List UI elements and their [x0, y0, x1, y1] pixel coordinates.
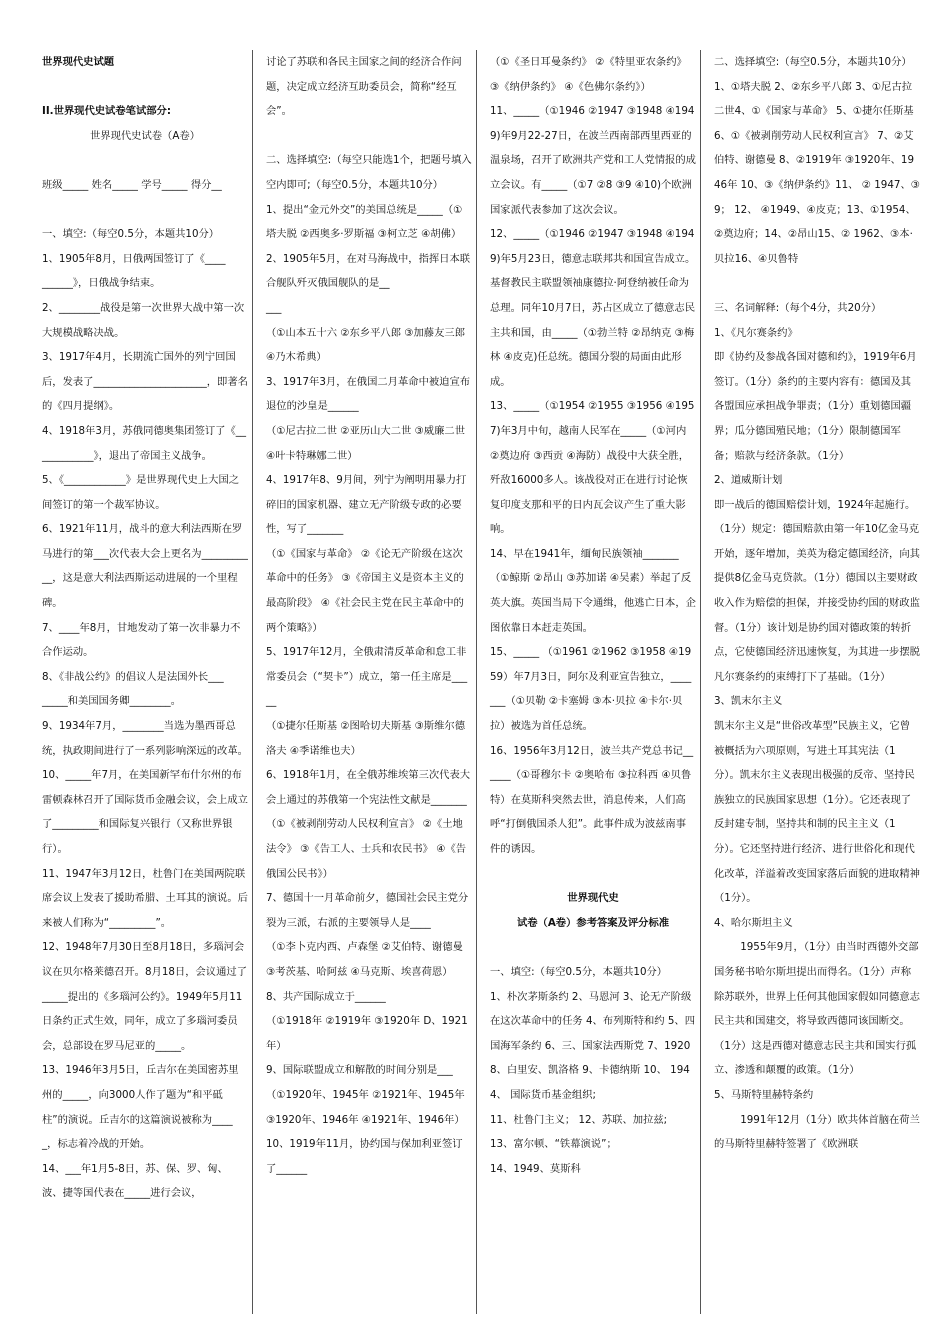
question-options: （①山本五十六 ②东乡平八郎 ③加藤友三郎 ④乃木希典）	[266, 326, 469, 364]
question-options: （①《圣日耳曼条约》 ②《特里亚农条约》 ③《纳伊条约》 ④《色佛尔条约》）	[490, 56, 691, 93]
question-item: 9、1934年7月，________当选为墨西哥总统，执政期间进行了一系列影响深远的改革。	[42, 720, 248, 757]
column-divider	[252, 50, 253, 1314]
student-info-line: 班级_____ 姓名_____ 学号_____ 得分__	[42, 178, 222, 191]
question-item: 5、1917年12月，全俄肃清反革命和怠工非常委员会（“契卡”）成立，第一任主席是_____	[266, 646, 468, 708]
term-heading: 3、凯末尔主义	[714, 695, 783, 708]
question-options: （①李卜克内西、卢森堡 ②艾伯特、谢德曼 ③考茨基、哈阿兹 ④马克斯、埃喜荷恩）	[266, 941, 467, 978]
column-2	[266, 50, 472, 1181]
question-item: 13、1946年3月5日，丘吉尔在美国密苏里州的_____，向3000人作了题为“和平砥柱”的演说。丘吉尔的这篇演说被称为_____，标志着冷战的开始。	[42, 1064, 239, 1151]
answer-item: 14、1949、莫斯科	[490, 1162, 581, 1175]
question-item: 3、1917年4月，长期流亡国外的列宁回国后，发表了______________________，即著名的《四月提纲》。	[42, 351, 248, 413]
question-options: （①捷尔任斯基 ②图哈切夫斯基 ③斯维尔德洛夫 ④季诺维也夫）	[266, 720, 465, 757]
exam-title: 世界现代史试卷（A卷）	[89, 129, 200, 142]
question-item: 8、《非战公约》的倡议人是法国外长___ _____和美国国务卿________。	[42, 670, 224, 708]
section-heading: 一、填空:（每空0.5分，本题共10分）	[42, 228, 220, 241]
question-item: 11、1947年3月12日，杜鲁门在美国两院联席会议上发表了援助希腊、土耳其的演说。后来被人们称为“_________”。	[42, 867, 248, 929]
section-heading: 三、名词解释:（每个4分，共20分）	[714, 301, 882, 314]
column-4	[714, 50, 920, 1157]
question-item: 2、________战役是第一次世界大战中第一次大规模战略决战。	[42, 301, 245, 339]
question-item: 3、1917年3月，在俄国二月革命中被迫宣布退位的沙皇是______	[266, 375, 471, 413]
question-options: （①《被剥削劳动人民权利宣言》 ②《土地法令》 ③《告工人、士兵和农民书》 ④《告俄国公民书》）	[266, 818, 467, 880]
term-heading: 4、哈尔斯坦主义	[714, 916, 793, 929]
term-definition: 1991年12月（1分）欧共体首脑在荷兰的马斯特里赫特签署了《欧洲联	[714, 1113, 920, 1151]
question-item: 6、1921年11月，战斗的意大利法西斯在罗马进行的第___次代表大会上更名为___________，这是意大利法西斯运动进展的一个里程碑。	[42, 523, 248, 610]
term-definition: 即《协约及参战各国对德和约》，1919年6月签订。（1分）条约的主要内容有：德国及其各盟国应承担战争罪责；（1分）重划德国疆界；瓜分德国殖民地；（1分）限制德国军备；赔款与经济条款。（1分）	[714, 351, 917, 462]
answer-key-title: 世界现代史	[567, 892, 619, 905]
answer-key-subtitle: 试卷（A卷）参考答案及评分标准	[516, 916, 670, 929]
term-heading: 5、马斯特里赫特条约	[714, 1088, 814, 1101]
answer-item: 11、杜鲁门主义； 12、苏联、加拉兹;	[490, 1113, 668, 1126]
question-item: 8、共产国际成立于______	[266, 990, 386, 1003]
term-definition: 凯末尔主义是“世俗改革型”民族主义，它曾被概括为六项原则，写进土耳其宪法（1分）。凯末尔主义表现出极强的反帝、坚持民族独立的民族国家思想（1分）。它还表现了反封建专制，坚持共和制的民主主义（1分）。它还坚持进行经济、进行世俗化和现代化改革，洋溢着改变国家落后面貌的进取精神（1分）。	[714, 720, 920, 905]
question-continuation: 讨论了苏联和各民主国家之间的经济合作问题，决定成立经济互助委员会，简称“经互会”。	[266, 56, 462, 118]
question-item: 6、1918年1月，在全俄苏维埃第三次代表大会上通过的苏俄第一个宪法性文献是_______	[266, 769, 471, 806]
question-item: 12、1948年7月30日至8月18日，多瑙河会议在贝尔格莱德召开。8月18日，会议通过了_____提出的《多瑙河公约》。1949年5月11日条约正式生效，同年，成立了多瑙河委员会，总部设在罗马尼亚的_____。	[42, 941, 247, 1052]
answer-item: 1、①塔夫脱 2、②东乡平八郎 3、①尼古拉二世4、①《国家与革命》 5、①捷尔任斯基 6、①《被剥削劳动人民权利宣言》 7、②艾伯特、谢德曼 8、②1919年 ③1920年、1946年 10、③《纳伊条约》11、 ② 1947、③9； 12、 ④1949、④皮克；13、①1954、②奠边府；14、②昂山15、② 1962、③本·贝拉16、④贝鲁特	[714, 80, 920, 265]
section-heading: 二、选择填空:（每空只能选1个，把题号填入空内即可;（每空0.5分，本题共10分）	[266, 154, 472, 191]
question-item: 5、《____________》是世界现代史上大国之间签订的第一个裁军协议。	[42, 474, 240, 511]
question-item: 10、1919年11月，协约国与保加利亚签订了______	[266, 1138, 463, 1175]
question-options: （①1920年、1945年 ②1921年、1945年 ③1920年、1946年 ④1921年、1946年）	[266, 1088, 468, 1126]
question-item: 2、1905年5月，在对马海战中，指挥日本联合舰队歼灭俄国舰队的是__ ___	[266, 252, 471, 314]
question-item: 14、___年1月5-8日，苏、保、罗、匈、波、捷等国代表在_____进行会议，	[42, 1162, 228, 1200]
question-item: 1、提出“金元外交”的美国总统是_____（①塔夫脱 ②西奥多·罗斯福 ③柯立芝 ④胡佛）	[266, 203, 463, 241]
question-item: 7、德国十一月革命前夕，德国社会民主党分裂为三派，右派的主要领导人是____	[266, 892, 469, 929]
section-heading: II.世界现代史试卷笔试部分:	[42, 105, 171, 118]
question-item: 14、早在1941年，缅甸民族领袖_______（①鲸斯 ②昂山 ③苏加诺 ④吴素）举起了反英大旗。英国当局下令通缉，他逃亡日本，企图依靠日本赶走英国。	[490, 547, 696, 634]
column-1	[42, 50, 248, 1206]
question-item: 1、1905年8月，日俄两国签订了《____ ______》，日俄战争结束。	[42, 252, 226, 290]
term-definition: 即一战后的德国赔偿计划，1924年起施行。（1分）规定：德国赔款由第一年10亿金马克开始，逐年增加，美英为稳定德国经济，向其提供8亿金马克贷款。（1分）德国以主要财政收入作为赔偿的担保，并接受协约国的财政监督。（1分）该计划是协约国对德政策的转折点，它使德国经济迅速恢复，为其进一步摆脱凡尔赛条约的束缚打下了基础。（1分）	[714, 498, 920, 683]
question-item: 9、国际联盟成立和解散的时间分别是___	[266, 1064, 453, 1077]
doc-title: 世界现代史试题	[42, 56, 115, 68]
question-options: （①1918年 ②1919年 ③1920年 D、1921年）	[266, 1015, 468, 1052]
answer-item: 1、朴次茅斯条约 2、马恩河 3、论无产阶级在这次革命中的任务 4、布列斯特和约 5、四国海军条约 6、三、国家法西斯党 7、1920 8、白里安、凯洛格 9、卡德纳斯 10、 1944、 国际货币基金组织;	[490, 990, 695, 1101]
question-options: （①《国家与革命》 ②《论无产阶级在这次革命中的任务》 ③《帝国主义是资本主义的最高阶段》 ④《社会民主党在民主革命中的两个策略》）	[266, 547, 464, 634]
column-3	[490, 50, 696, 1181]
question-item: 10、_____年7月，在美国新罕布什尔州的布雷顿森林召开了国际货币金融会议，会上成立了_________和国际复兴银行（又称世界银行）。	[42, 769, 248, 855]
term-heading: 2、道威斯计划	[714, 474, 783, 487]
question-item: 16、1956年3月12日，波兰共产党总书记______（①哥穆尔卡 ②奥哈布 ③拉科西 ④贝鲁特）在莫斯科突然去世，消息传来，人们高呼“打倒俄国杀人犯”。此事件成为波兹南事件的诱因。	[490, 744, 694, 855]
question-options: （①尼古拉二世 ②亚历山大二世 ③威廉二世 ④叶卡特琳娜二世）	[266, 424, 469, 462]
section-heading: 一、填空:（每空0.5分，本题共10分）	[490, 965, 668, 978]
term-definition: 1955年9月，（1分）由当时西德外交部国务秘书哈尔斯坦提出而得名。（1分）声称除苏联外，世界上任何其他国家假如同德意志民主共和国建交，将导致西德同该国断交。（1分）这是西德对德意志民主共和国实行孤立、渗透和颠覆的政策。（1分）	[714, 941, 920, 1077]
answer-item: 13、富尔顿、“铁幕演说”；	[490, 1138, 617, 1151]
question-item: 12、_____（①1946 ②1947 ③1948 ④1949)年5月23日，德意志联邦共和国宣告成立。基督教民主联盟领袖康德拉·阿登纳被任命为总理。同年10月7日，苏占区成立了德意志民主共和国，由_____（①勃兰特 ②昂纳克 ③梅林 ④皮克)任总统。德国分裂的局面由此形成。	[490, 228, 696, 388]
question-item: 7、____年8月，甘地发动了第一次非暴力不合作运动。	[42, 621, 241, 659]
term-heading: 1、《凡尔赛条约》	[714, 326, 798, 339]
section-heading: 二、选择填空:（每空0.5分，本题共10分）	[714, 56, 912, 68]
column-divider	[700, 50, 701, 1314]
question-item: 4、1918年3月，苏俄同德奥集团签订了《____________》，退出了帝国主义战争。	[42, 424, 247, 462]
question-item: 15、_____ （①1961 ②1962 ③1958 ④1959）年7月3日，阿尔及利亚宣告独立，_______（①贝勒 ②卡塞姆 ③本·贝拉 ④卡尔·贝拉）被选为首任总统。	[490, 646, 692, 733]
question-item: 11、_____（①1946 ②1947 ③1948 ④1949)年9月22-27日，在波兰西南部西里西亚的温泉场，召开了欧洲共产党和工人党情报的成立会议。有_____（①7 ②8 ③9 ④10)个欧洲国家派代表参加了这次会议。	[490, 105, 696, 216]
question-item: 13、_____（①1954 ②1955 ③1956 ④1957)年3月中旬，越南人民军在_____（①河内 ②奠边府 ③西贡 ④海防）战役中大获全胜，歼敌16000多人。该战役对正在进行讨论恢复印度支那和平的日内瓦会议产生了重大影响。	[490, 400, 695, 536]
column-divider	[476, 50, 477, 1314]
question-item: 4、1917年8、9月间，列宁为阐明用暴力打碎旧的国家机器、建立无产阶级专政的必要性，写了_______	[266, 474, 467, 536]
